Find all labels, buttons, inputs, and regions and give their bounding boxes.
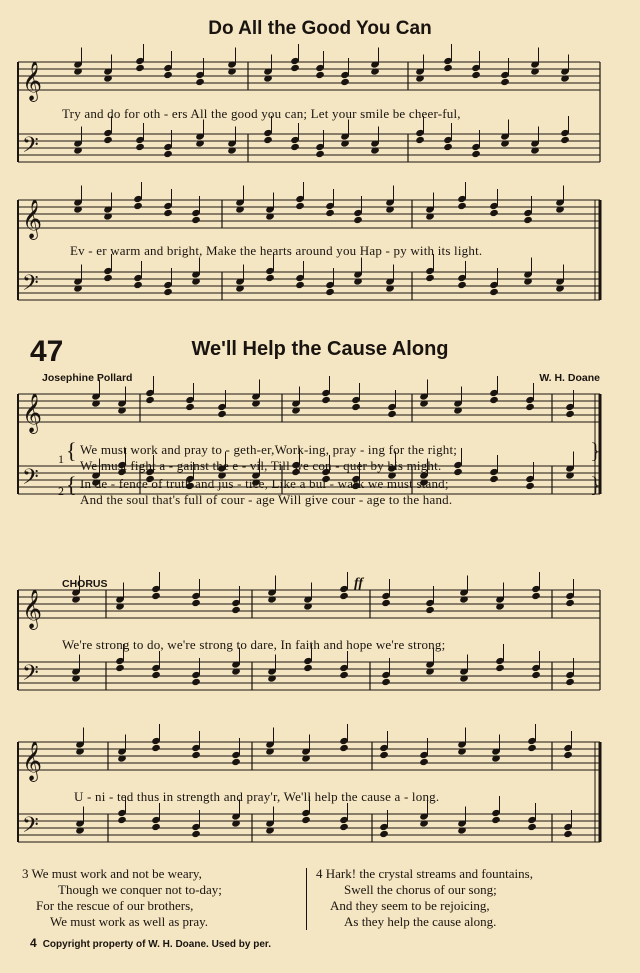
music-system-4 — [0, 580, 640, 730]
verse-number: 1 — [58, 452, 64, 466]
stanza-line: For the rescue of our brothers, — [36, 898, 194, 913]
stanza-line: And they seem to be rejoicing, — [330, 898, 490, 913]
verse-line: In de - fence of truth and jus - tice, Like a bul - wark we must stand; — [80, 476, 449, 491]
treble-staff — [18, 724, 600, 770]
treble-staff — [18, 44, 600, 90]
hymn-title: We'll Help the Cause Along — [191, 338, 449, 360]
bass-clef: 𝄢 — [22, 465, 39, 495]
composer-credit: W. H. Doane — [539, 372, 600, 384]
stanza-4 — [316, 866, 533, 930]
stanza-line: As they help the cause along. — [344, 914, 497, 929]
hymn-title: Do All the Good You Can — [208, 18, 432, 39]
treble-clef: 𝄞 — [22, 393, 43, 433]
author-credit: Josephine Pollard — [42, 372, 133, 384]
music-system-1 — [0, 52, 640, 192]
footer — [30, 936, 271, 950]
bass-clef: 𝄢 — [22, 813, 39, 843]
stanza-line: Though we conquer not to-day; — [58, 882, 222, 897]
lyrics-line: Try and do for oth - ers All the good you can; Let your smile be cheer-ful, — [62, 106, 461, 121]
chorus-label: CHORUS — [62, 578, 108, 590]
bass-clef: 𝄢 — [22, 133, 39, 163]
copyright-notice: Copyright property of W. H. Doane. Used by per. — [42, 939, 272, 950]
brace: { — [66, 472, 77, 497]
bass-staff — [18, 116, 600, 162]
music-system-2 — [0, 190, 640, 330]
verse-number: 2 — [58, 484, 64, 498]
brace: } — [590, 438, 601, 463]
treble-clef: 𝄞 — [22, 589, 43, 629]
stanza-divider — [306, 868, 307, 930]
verse-line: We must fight a - gainst the e - vil, Till we con - quer by his might. — [80, 458, 442, 473]
treble-clef: 𝄞 — [22, 199, 43, 239]
bass-staff — [18, 254, 600, 300]
chorus-lyrics: U - ni - ted thus in strength and pray'r, We'll help the cause a - long. — [74, 789, 440, 804]
dynamic-marking: ff — [354, 576, 364, 591]
treble-clef: 𝄞 — [22, 741, 43, 781]
stanza-line: 4 Hark! the crystal streams and fountains, — [316, 866, 533, 881]
stanza-line: 3 We must work and not be weary, — [22, 866, 202, 881]
page-number: 4 — [30, 936, 37, 950]
stanza-line: Swell the chorus of our song; — [344, 882, 497, 897]
bass-clef: 𝄢 — [22, 661, 39, 691]
verse-line: And the soul that's full of cour - age Will give cour - age to the hand. — [80, 492, 453, 507]
lyrics-line: Ev - er warm and bright, Make the hearts around you Hap - py with its light. — [70, 243, 483, 258]
hymn-number: 47 — [30, 335, 64, 368]
bass-clef: 𝄢 — [22, 271, 39, 301]
stanza-line: We must work as well as pray. — [50, 914, 209, 929]
brace: { — [66, 438, 77, 463]
treble-clef: 𝄞 — [22, 61, 43, 101]
stanza-3 — [22, 866, 222, 930]
verse-line: We must work and pray to - geth-er,Work-ing, pray - ing for the right; — [80, 442, 458, 457]
chorus-lyrics: We're strong to do, we're strong to dare, In faith and hope we're strong; — [62, 637, 446, 652]
brace: } — [590, 472, 601, 497]
